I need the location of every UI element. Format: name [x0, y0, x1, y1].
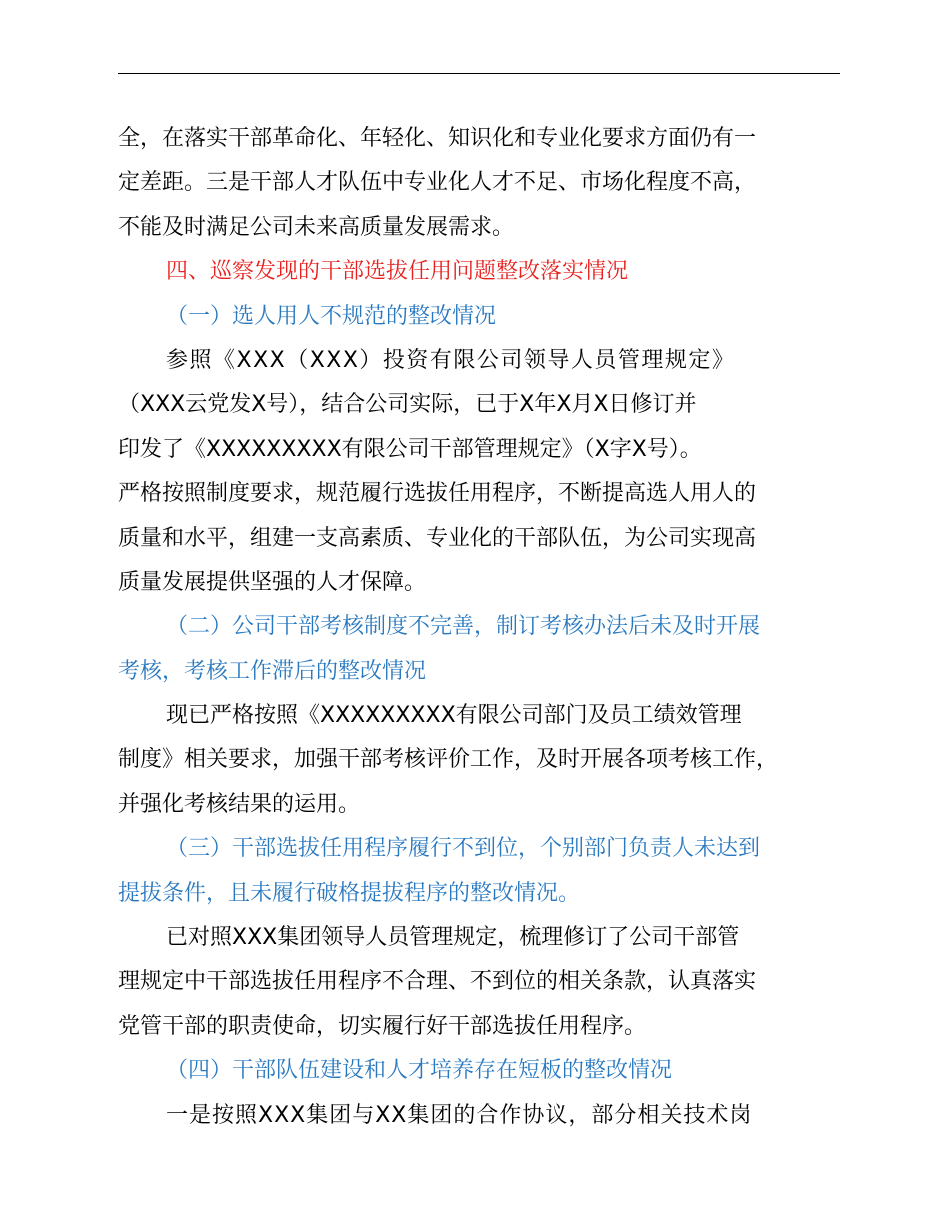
paragraph-1-line: （XXX云党发X号），结合公司实际，已于X年X月X日修订并: [118, 392, 697, 418]
paragraph-3-line: 已对照XXX集团领导人员管理规定，梳理修订了公司干部管: [166, 925, 740, 951]
paragraph-1-line: 印发了《XXXXXXXXX有限公司干部管理规定》（X字X号）。: [118, 436, 702, 462]
subsection-heading-2-cont: 考核，考核工作滞后的整改情况: [118, 658, 427, 684]
body-line: 定差距。三是干部人才队伍中专业化人才不足、市场化程度不高，: [118, 170, 757, 196]
paragraph-2-line: 并强化考核结果的运用。: [118, 791, 361, 817]
paragraph-1-line: 质量和水平，组建一支高素质、专业化的干部队伍，为公司实现高: [118, 525, 757, 551]
paragraph-4-line: 一是按照XXX集团与XX集团的合作协议，部分相关技术岗: [166, 1102, 753, 1128]
header-rule: [118, 73, 840, 74]
paragraph-1-line: 严格按照制度要求，规范履行选拔任用程序，不断提高选人用人的: [118, 481, 757, 507]
subsection-heading-4: （四）干部队伍建设和人才培养存在短板的整改情况: [166, 1058, 673, 1084]
document-body: [118, 117, 848, 1138]
section-heading-4: 四、巡察发现的干部选拔任用问题整改落实情况: [166, 259, 629, 285]
paragraph-3-line: 党管干部的职责使命，切实履行好干部选拔任用程序。: [118, 1013, 647, 1039]
body-line: 不能及时满足公司未来高质量发展需求。: [118, 214, 515, 240]
paragraph-1-line: 参照《XXX（XXX）投资有限公司领导人员管理规定》: [166, 347, 736, 373]
paragraph-2-line: 制度》相关要求，加强干部考核评价工作，及时开展各项考核工作，: [118, 747, 779, 773]
body-line: 全，在落实干部革命化、年轻化、知识化和专业化要求方面仍有一: [118, 126, 757, 151]
subsection-heading-2: （二）公司干部考核制度不完善，制订考核办法后未及时开展: [166, 614, 761, 640]
subsection-heading-3-cont: 提拔条件，且未履行破格提拔程序的整改情况。: [118, 880, 581, 906]
subsection-heading-1: （一）选人用人不规范的整改情况: [166, 303, 497, 329]
paragraph-3-line: 理规定中干部选拔任用程序不合理、不到位的相关条款，认真落实: [118, 969, 757, 995]
paragraph-2-line: 现已严格按照《XXXXXXXXX有限公司部门及员工绩效管理: [166, 703, 742, 729]
subsection-heading-3: （三）干部选拔任用程序履行不到位，个别部门负责人未达到: [166, 836, 761, 862]
paragraph-1-line: 质量发展提供坚强的人才保障。: [118, 569, 427, 595]
